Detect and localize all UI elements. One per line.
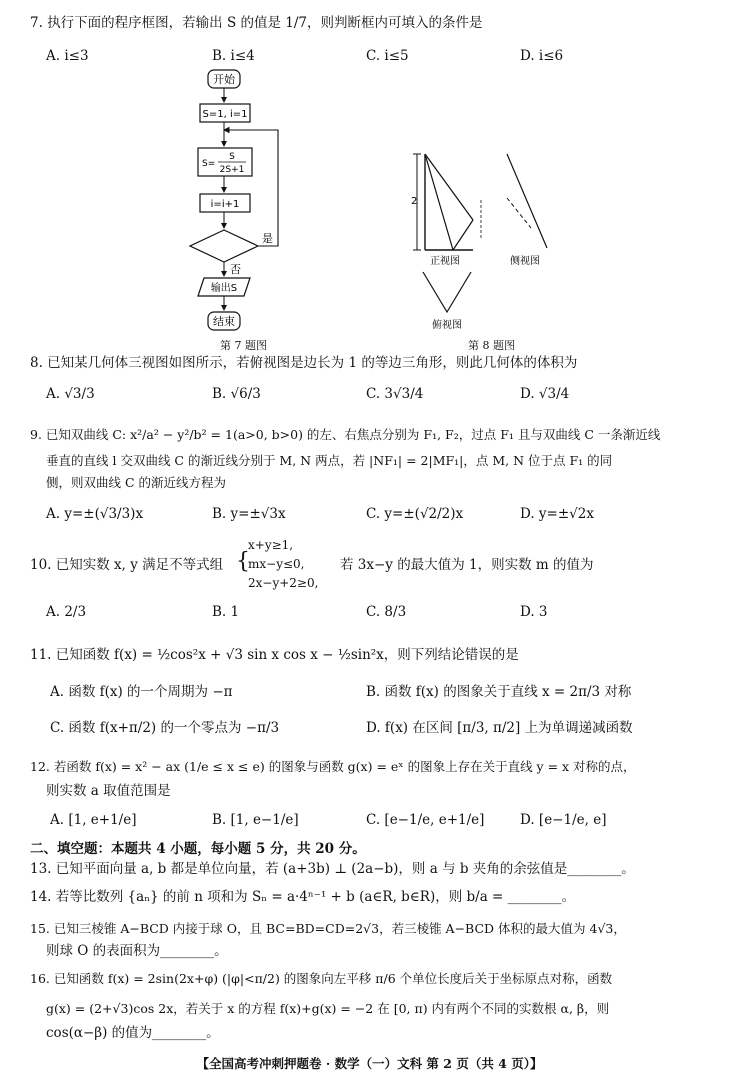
q15-line2: 则球 O 的表面积为________。 — [46, 943, 228, 959]
q16-line1: 16. 已知函数 f(x) = 2sin(2x+φ) (|φ|<π/2) 的图象向左平移 π/6 个单位长度后关于坐标原点对称，函数 — [30, 971, 613, 986]
q12-option-b: B. [1, e−1/e] — [212, 812, 299, 828]
q7-stem: 7. 执行下面的程序框图，若输出 S 的值是 1/7，则判断框内可填入的条件是 — [30, 15, 483, 31]
q8-option-a: A. √3/3 — [46, 386, 95, 402]
flow-inc-text: i=i+1 — [210, 199, 240, 210]
q10-option-c: C. 8/3 — [366, 604, 407, 620]
q9-option-d: D. y=±√2x — [520, 506, 594, 522]
q14: 14. 若等比数列 {aₙ} 的前 n 项和为 Sₙ = a·4ⁿ⁻¹ + b (a∈R, b∈R)，则 b/a = ________。 — [30, 889, 576, 905]
q9-line1: 9. 已知双曲线 C: x²/a² − y²/b² = 1(a>0, b>0) 的左、右焦点分别为 F₁, F₂，过点 F₁ 且与双曲线 C 一条渐近线 — [30, 427, 661, 442]
q11-option-d: D. f(x) 在区间 [π/3, π/2] 上为单调递减函数 — [366, 720, 633, 736]
flow-assign-left: S= — [202, 159, 216, 169]
q7-option-c: C. i≤5 — [366, 48, 409, 64]
dim-label: 2 — [411, 196, 418, 207]
q10-option-b: B. 1 — [212, 604, 240, 620]
q7-option-d: D. i≤6 — [520, 48, 564, 64]
q9-line2: 垂直的直线 l 交双曲线 C 的渐近线分别于 M, N 两点，若 |NF₁| = 2|MF₁|，点 M, N 位于点 F₁ 的同 — [46, 453, 613, 468]
q10-system-2: mx−y≤0, — [248, 557, 305, 571]
q16-line2: g(x) = (2+√3)cos 2x，若关于 x 的方程 f(x)+g(x) = −2 在 [0, π) 内有两个不同的实数根 α, β，则 — [46, 1001, 610, 1016]
flow-output-text: 输出S — [210, 283, 238, 294]
q8-option-c: C. 3√3/4 — [366, 386, 424, 402]
q10-system-1: x+y≥1, — [248, 538, 294, 552]
q10-option-d: D. 3 — [520, 604, 548, 620]
q8-option-b: B. √6/3 — [212, 386, 261, 402]
q8-stem: 8. 已知某几何体三视图如图所示，若俯视图是边长为 1 的等边三角形，则此几何体的体积为 — [30, 355, 578, 371]
page-footer: 【全国高考冲刺押题卷 · 数学（一）文科 第 2 页（共 4 页）】 — [196, 1056, 543, 1071]
flowchart — [180, 66, 300, 336]
q15-line1: 15. 已知三棱锥 A−BCD 内接于球 O，且 BC=BD=CD=2√3，若三棱锥 A−BCD 体积的最大值为 4√3， — [30, 921, 626, 936]
side-view-label: 侧视图 — [510, 256, 540, 267]
q12-option-a: A. [1, e+1/e] — [50, 812, 137, 828]
flow-no-label: 否 — [230, 263, 241, 276]
flow-decision — [190, 230, 258, 262]
q11-option-a: A. 函数 f(x) 的一个周期为 −π — [50, 684, 233, 700]
flow-init-text: S=1, i=1 — [202, 109, 248, 120]
q7-caption: 第 7 题图 — [220, 339, 267, 352]
front-view-label: 正视图 — [430, 256, 460, 267]
q10-brace: { — [236, 549, 250, 574]
section-2-heading: 二、填空题：本题共 4 小题，每小题 5 分，共 20 分。 — [30, 841, 366, 857]
q9-option-b: B. y=±√3x — [212, 506, 286, 522]
q8-option-d: D. √3/4 — [520, 386, 570, 402]
flow-yes-label: 是 — [262, 232, 273, 245]
q7-option-b: B. i≤4 — [212, 48, 255, 64]
svg-text:2S+1: 2S+1 — [219, 165, 245, 175]
q12-line2: 则实数 a 取值范围是 — [46, 783, 171, 799]
three-views-figure — [405, 148, 565, 338]
q10-stem-a: 10. 已知实数 x, y 满足不等式组 — [30, 557, 224, 573]
q11-option-b: B. 函数 f(x) 的图象关于直线 x = 2π/3 对称 — [366, 684, 632, 700]
q8-caption: 第 8 题图 — [468, 339, 515, 352]
flow-end-text: 结束 — [213, 315, 235, 328]
q12-line1: 12. 若函数 f(x) = x² − ax (1/e ≤ x ≤ e) 的图象与函数 g(x) = eˣ 的图象上存在关于直线 y = x 对称的点， — [30, 759, 636, 774]
q11-stem: 11. 已知函数 f(x) = ½cos²x + √3 sin x cos x − ½sin²x，则下列结论错误的是 — [30, 647, 519, 663]
q16-line3: cos(α−β) 的值为________。 — [46, 1025, 220, 1041]
q10-stem-b: 若 3x−y 的最大值为 1，则实数 m 的值为 — [340, 557, 594, 573]
svg-text:S: S — [229, 152, 235, 162]
q12-option-c: C. [e−1/e, e+1/e] — [366, 812, 485, 828]
flow-start-text: 开始 — [213, 73, 235, 86]
q13: 13. 已知平面向量 a, b 都是单位向量，若 (a+3b) ⊥ (2a−b)，则 a 与 b 夹角的余弦值是________。 — [30, 861, 635, 877]
q7-option-a: A. i≤3 — [46, 48, 89, 64]
top-view-label: 俯视图 — [432, 320, 462, 331]
q11-option-c: C. 函数 f(x+π/2) 的一个零点为 −π/3 — [50, 720, 280, 736]
q12-option-d: D. [e−1/e, e] — [520, 812, 607, 828]
q9-option-a: A. y=±(√3/3)x — [46, 506, 144, 522]
q10-system-3: 2x−y+2≥0, — [248, 576, 319, 590]
q9-option-c: C. y=±(√2/2)x — [366, 506, 464, 522]
q9-line3: 侧，则双曲线 C 的渐近线方程为 — [46, 475, 227, 490]
q10-option-a: A. 2/3 — [46, 604, 87, 620]
